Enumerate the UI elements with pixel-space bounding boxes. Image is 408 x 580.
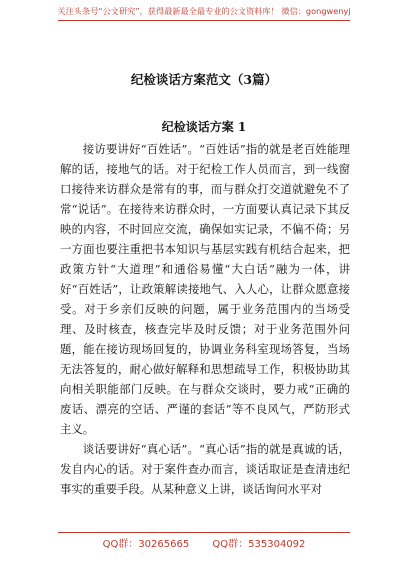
document-body <box>60 139 350 499</box>
footer <box>0 535 408 550</box>
footer-divider <box>58 532 350 533</box>
header-banner: 关注头条号“公文研究”，获得最新最全最专业的公文资料库！ 微信：gongwenyj <box>57 6 351 16</box>
paragraph: 接访要讲好“百姓话”。“百姓话”指的就是老百姓能理解的话，接地气的话。对于纪检工作人员而言，到一线窗口接待来访群众是常有的事，而与群众打交道就避免不了常“说话”。在接待来访群众时，一方面要认真记录下其反映的内容，不时回应交流，确保如实记录，不偏不倚；另一方面也要注重把书本知识与基层实践有机结合起来，把政策方针“大道理”和通俗易懂“大白话”融为一体，讲好“百姓话”，让政策解读接地气、入人心，让群众愿意接受。对于乡亲们反映的问题，属于业务范围内的当场受理、及时核查，核查完毕及时反馈；对于业务范围外问题，能在接访现场回复的，协调业务科室现场答复，当场无法答复的，耐心做好解释和思想疏导工作，积极协助其向相关职能部门反映。在与群众交谈时，要力戒“正确的废话、漂亮的空话、严谨的套话”等不良风气，严防形式主义。 <box>60 142 350 436</box>
header-divider <box>58 20 350 21</box>
footer-qq-group-2: QQ群：535304092 <box>212 539 306 550</box>
footer-qq-group-1: QQ群：30265665 <box>102 539 190 550</box>
section-title: 纪检谈话方案 1 <box>161 120 247 134</box>
paragraph: 谈话要讲好“真心话”。“真心话”指的就是真诚的话，发自内心的话。对于案件查办而言，谈话取证是查清违纪事实的重要手段。从某种意义上讲，谈话询问水平对 <box>60 442 350 496</box>
document-title: 纪检谈话方案范文（3篇） <box>130 72 278 87</box>
